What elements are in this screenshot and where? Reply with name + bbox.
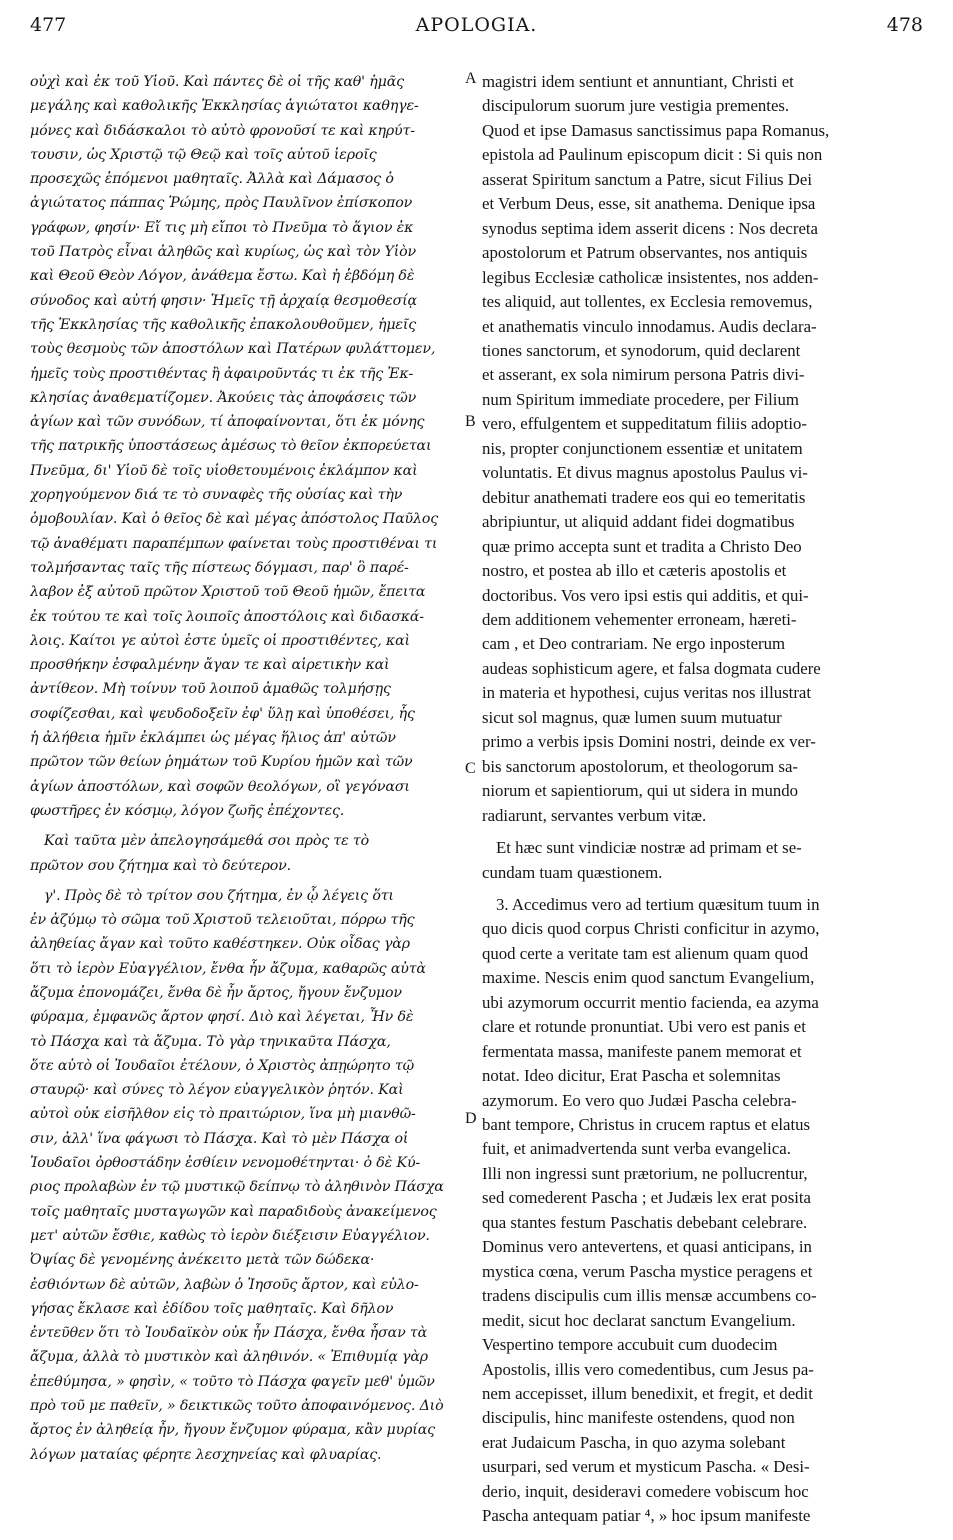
- greek-text-line: ἐν ἀζύμῳ τὸ σῶμα τοῦ Χριστοῦ τελειοῦται, πόρρω τῆς: [30, 912, 415, 929]
- latin-text-line: et anathematis vinculo innodamus. Audis declara-: [482, 316, 817, 336]
- greek-text-column: [30, 70, 460, 1467]
- greek-text-line: πρῶτον σου ζήτημα καὶ τὸ δεύτερον.: [30, 857, 291, 874]
- greek-text-line: οὐχὶ καὶ ἐκ τοῦ Υἱοῦ. Καὶ πάντες δὲ οἱ τῆς καθ' ἡμᾶς: [30, 74, 404, 90]
- latin-text-line: sicut sol magnus, quæ lumen suum mutuatur: [482, 707, 782, 727]
- greek-text-line: λαβον ἐξ αὐτοῦ πρῶτον Χριστοῦ τοῦ Θεοῦ ἡμῶν, ἔπειτα: [30, 584, 426, 601]
- greek-text-line: τολμήσαντας ταῖς τῆς πίστεως δόγμασι, παρ' ὃ παρέ-: [30, 559, 409, 576]
- latin-text-line: erat Judaicum Pascha, in quo azyma solebant: [482, 1432, 786, 1452]
- greek-text-line: Πνεῦμα, δι' Υἱοῦ δὲ τοῖς υἱοθετουμένοις ἐκλάμπον καὶ: [30, 462, 418, 479]
- latin-text-line: Et hæc sunt vindiciæ nostræ ad primam et se-: [496, 838, 802, 858]
- greek-text-line: τῆς Ἐκκλησίας τῆς καθολικῆς ἐπακολουθοῦμεν, ἡμεῖς: [30, 316, 417, 333]
- greek-text-line: ἄζυμα ἐπονομάζει, ἔνθα δὲ ἦν ἄρτος, ἤγουν ἔνζυμον: [30, 984, 402, 1001]
- greek-text-line: ριος προλαβὼν ἐν τῷ μυστικῷ δείπνῳ τὸ ἀληθινὸν Πάσχα: [30, 1179, 444, 1196]
- latin-text-line: 3. Accedimus vero ad tertium quæsitum tuum in: [496, 894, 820, 914]
- greek-text-line: λόγων ματαίας φέρητε λεσχηνείας καὶ φλυαρίας.: [30, 1446, 382, 1463]
- latin-text-line: quod certe a veritate tam est alienum quam quod: [482, 943, 809, 963]
- greek-text-line: ἐντεῦθεν ὅτι τὸ Ἰουδαϊκὸν οὐκ ἦν Πάσχα, ἔνθα ἦσαν τὰ: [30, 1325, 428, 1342]
- latin-text-line: vero, effulgentem et suppeditatum filiis adoptio-: [482, 414, 807, 434]
- greek-text-line: ἁγιώτατος πάππας Ῥώμης, πρὸς Παυλῖνον ἐπίσκοπον: [30, 195, 413, 212]
- latin-text-line: tes aliquid, aut tollentes, ex Ecclesia removemus,: [482, 292, 813, 312]
- latin-text-line: clare et rotunde pronuntiat. Ubi vero est panis et: [482, 1017, 806, 1037]
- latin-text-line: Quod et ipse Damasus sanctissimus papa Romanus,: [482, 120, 830, 140]
- latin-text-line: cundam tuam quæstionem.: [482, 862, 663, 882]
- latin-text-line: cam , et Deo contrariam. Ne ergo inposterum: [482, 634, 786, 654]
- latin-text-line: discipulorum suorum jure vestigia prementes.: [482, 96, 790, 116]
- latin-text-line: nem accepisset, illum benedixit, et fregit, et dedit: [482, 1384, 813, 1404]
- latin-text-line: tradens discipulis cum illis mensæ accumbens co-: [482, 1286, 817, 1306]
- greek-text-line: μεγάλης καὶ καθολικῆς Ἐκκλησίας ἁγιώτατοι καθηγε-: [30, 98, 419, 115]
- greek-text-line: ἡ ἀλήθεια ἡμῖν ἐκλάμπει ὡς μέγας ἥλιος ἀπ' αὐτῶν: [30, 730, 396, 747]
- greek-text-line: γήσας ἔκλασε καὶ ἐδίδου τοῖς μαθηταῖς. Καὶ δῆλον: [30, 1300, 394, 1317]
- greek-text-line: φύραμα, ἐμφανῶς ἄρτον φησί. Διὸ καὶ λέγεται, Ἦν δὲ: [30, 1009, 414, 1026]
- latin-text-line: et Verbum Deus, esse, sit anathema. Denique ipsa: [482, 194, 816, 214]
- latin-text-line: audeas sophisticum agere, et falsa dogmata cudere: [482, 658, 821, 678]
- latin-text-line: Vespertino tempore accubuit cum duodecim: [482, 1335, 778, 1355]
- latin-text-line: asserat Spiritum sanctum a Patre, sicut Filius Dei: [482, 169, 812, 189]
- latin-text-line: discipulis, hinc manifeste ostendens, quod non: [482, 1408, 795, 1428]
- greek-text-line: ἁγίων καὶ τῶν συνόδων, τί ἀποφαίνονται, ὅτι ἐκ μόνης: [30, 414, 425, 431]
- greek-text-line: ἄρτος ἐν ἀληθείᾳ ἦν, ἤγουν ἔνζυμον φύραμα, κἂν μυρίας: [30, 1422, 435, 1439]
- latin-text-line: nostro, et postea ab illo et cæteris apostolis et: [482, 561, 787, 581]
- greek-text-line: ἁγίων ἀποστόλων, καὶ σοφῶν θεολόγων, οἳ γεγόνασι: [30, 778, 410, 795]
- greek-text-line: προσθήκην ἐσφαλμένην ἄγαν τε καὶ αἱρετικὴν καὶ: [30, 657, 390, 674]
- margin-marker-c: C: [465, 760, 476, 777]
- greek-text-line: κλησίας ἀναθεματίζομεν. Ἀκούεις τὰς ἀποφάσεις τῶν: [30, 389, 417, 406]
- greek-text-line: γ'. Πρὸς δὲ τὸ τρίτον σου ζήτημα, ἐν ᾧ λέγεις ὅτι: [44, 887, 394, 904]
- latin-text-line: Pascha antequam patiar ⁴, » hoc ipsum manifeste: [482, 1506, 811, 1526]
- latin-text-line: voluntatis. Et divus magnus apostolus Paulus vi-: [482, 463, 808, 483]
- greek-text-line: ἐσθιόντων δὲ αὐτῶν, λαβὼν ὁ Ἰησοῦς ἄρτον, καὶ εὐλο-: [30, 1276, 419, 1293]
- greek-text-line: πρὸ τοῦ με παθεῖν, » δεικτικῶς τοῦτο ἀποφαινόμενος. Διὸ: [30, 1398, 444, 1415]
- latin-text-line: tiones sanctorum, et synodorum, quid declarent: [482, 340, 801, 360]
- greek-text-line: ὅτι τὸ ἱερὸν Εὐαγγέλιον, ἔνθα ἦν ἄζυμα, καθαρῶς αὐτὰ: [30, 960, 426, 977]
- greek-text-line: τουσιν, ὡς Χριστῷ τῷ Θεῷ καὶ τοῖς αὐτοῦ ἱεροῖς: [30, 146, 377, 163]
- greek-text-line: ἐπεθύμησα, » φησὶν, « τοῦτο τὸ Πάσχα φαγεῖν μεθ' ὑμῶν: [30, 1373, 435, 1390]
- greek-text-line: ὁμοβουλίαν. Καὶ ὁ θεῖος δὲ καὶ μέγας ἀπόστολος Παῦλος: [30, 511, 439, 528]
- latin-text-line: epistola ad Paulinum episcopum dicit : Si quis non: [482, 145, 823, 165]
- latin-text-line: medit, sicut hoc declarat sanctum Evangelium.: [482, 1310, 796, 1330]
- greek-text-line: ἡμεῖς τοὺς προστιθέντας ἢ ἀφαιροῦντάς τι ἐκ τῆς Ἐκ-: [30, 365, 414, 382]
- latin-text-line: notat. Ideo dicitur, Erat Pascha et solemnitas: [482, 1066, 781, 1086]
- greek-text-line: Καὶ ταῦτα μὲν ἀπελογησάμεθά σοι πρὸς τε τὸ: [44, 833, 370, 850]
- latin-text-line: apostolorum et Patrum observantes, nos antiquis: [482, 243, 808, 263]
- latin-text-line: qua stantes festum Paschatis debebant celebrare.: [482, 1212, 808, 1232]
- latin-text-line: bis sanctorum apostolorum, et theologorum sa-: [482, 756, 798, 776]
- greek-text-line: σοφίζεσθαι, καὶ ψευδοδοξεῖν ἐφ' ὕλῃ καὶ ὑποθέσει, ἧς: [30, 705, 415, 722]
- latin-text-column: [482, 70, 924, 1529]
- left-page-number: 477: [30, 14, 67, 36]
- latin-text-line: num Spiritum immediate procedere, per Filium: [482, 389, 799, 409]
- greek-text-line: ἀληθείας ἄγαν καὶ τοῦτο καθέστηκεν. Οὐκ οἶδας γὰρ: [30, 936, 410, 953]
- latin-text-line: Illi non ingressi sunt prætorium, ne pollucrentur,: [482, 1163, 808, 1183]
- greek-text-line: σύνοδος καὶ αὐτή φησιν· Ἡμεῖς τῇ ἀρχαίᾳ θεσμοθεσίᾳ: [30, 292, 417, 309]
- greek-text-line: τὸ Πάσχα καὶ τὰ ἄζυμα. Τὸ γὰρ τηνικαῦτα Πάσχα,: [30, 1033, 391, 1050]
- latin-text-line: debitur anathemati tradere eos qui eo temeritatis: [482, 487, 806, 507]
- greek-text-line: τῆς πατρικῆς ὑποστάσεως ἀμέσως τὸ θεῖον ἐκπορεύεται: [30, 438, 432, 455]
- running-title: APOLOGIA.: [415, 14, 538, 36]
- greek-text-line: χορηγούμενον διά τε τὸ συναφὲς τῆς οὐσίας καὶ τὴν: [30, 487, 403, 504]
- latin-text-line: primo a verbis ipsis Domini nostri, deinde ex ver-: [482, 732, 816, 752]
- latin-text-line: Dominus vero antevertens, et quasi anticipans, in: [482, 1237, 812, 1257]
- latin-text-line: fuit, et animadvertenda sunt verba evangelica.: [482, 1139, 791, 1159]
- latin-text-line: doctoribus. Vos vero ipsi estis qui additis, et qui-: [482, 585, 809, 605]
- latin-text-line: magistri idem sentiunt et annuntiant, Christi et: [482, 72, 794, 91]
- greek-text-line: λοις. Καίτοι γε αὐτοὶ ἐστε ὑμεῖς οἱ προστιθέντες, καὶ: [30, 632, 410, 649]
- margin-marker-d: D: [465, 1110, 477, 1127]
- latin-text-line: dem additionem vehementer erroneam, hæreti-: [482, 609, 797, 629]
- greek-text-line: ἐκ τούτου τε καὶ τοῖς λοιποῖς ἀποστόλοις καὶ διδασκά-: [30, 608, 424, 625]
- greek-text-line: γράφων, φησίν· Εἴ τις μὴ εἴποι τὸ Πνεῦμα τὸ ἅγιον ἐκ: [30, 219, 414, 236]
- latin-text-line: radiarunt, servantes verbum vitæ.: [482, 805, 707, 825]
- latin-text-line: mystica cœna, verum Pascha mystice peragens et: [482, 1261, 813, 1281]
- greek-text-line: τῷ ἀναθέματι παραπέμπων φαίνεται τοὺς προστιθέναι τι: [30, 535, 438, 552]
- latin-text-line: Apostolis, illis vero comedentibus, cum Jesus pa-: [482, 1359, 814, 1379]
- latin-text-line: nis, propter conjunctionem essentiæ et unitatem: [482, 438, 803, 458]
- latin-text-line: synodus septima idem asserit dicens : Nos decreta: [482, 218, 819, 238]
- greek-text-line: πρῶτον τῶν θείων ῥημάτων τοῦ Κυρίου ἡμῶν καὶ τῶν: [30, 754, 413, 771]
- greek-text-line: ἀντίθεον. Μὴ τοίνυν τοῦ λοιποῦ ἀμαθῶς τολμήσῃς: [30, 681, 391, 698]
- latin-text-line: usurpari, sed verum et mysticum Pascha. « Desi-: [482, 1457, 810, 1477]
- margin-marker-a: A: [465, 70, 477, 87]
- greek-text-line: τοῖς μαθηταῖς μυσταγωγῶν καὶ παραδιδοὺς ἀνακείμενος: [30, 1203, 437, 1220]
- latin-text-line: abripiuntur, ut aliquid addant fidei dogmatibus: [482, 512, 795, 532]
- greek-text-line: ὅτε αὐτὸ οἱ Ἰουδαῖοι ἐτέλουν, ὁ Χριστὸς ἀπῃώρητο τῷ: [30, 1057, 415, 1074]
- greek-text-line: σιν, ἀλλ' ἵνα φάγωσι τὸ Πάσχα. Καὶ τὸ μὲν Πάσχα οἱ: [30, 1130, 409, 1147]
- latin-text-line: derio, inquit, desideravi comedere vobiscum hoc: [482, 1481, 809, 1501]
- greek-text-line: Ἰουδαῖοι ὀρθοστάδην ἐσθίειν νενομοθέτηνται· ὁ δὲ Κύ-: [30, 1155, 421, 1172]
- latin-text-line: sed comederent Pascha ; et Judæis lex erat posita: [482, 1188, 812, 1208]
- greek-text-line: τοῦ Πατρὸς εἶναι ἀληθῶς καὶ κυρίως, ὡς καὶ τὸν Υἱὸν: [30, 244, 417, 261]
- greek-text-line: προσεχῶς ἑπόμενοι μαθηταῖς. Ἀλλὰ καὶ Δάμασος ὁ: [30, 171, 394, 188]
- latin-text-line: fermentata massa, manifeste panem memorat et: [482, 1041, 802, 1061]
- latin-text-line: ubi azymorum occurrit mentio facienda, ea azyma: [482, 992, 819, 1012]
- latin-text-line: quo dicis quod corpus Christi conficitur in azymo,: [482, 919, 820, 939]
- latin-text-line: legibus Ecclesiæ catholicæ insistentes, nos adden-: [482, 267, 819, 287]
- latin-text-line: maxime. Nescis enim quod sanctum Evangelium,: [482, 968, 815, 988]
- right-page-number: 478: [886, 14, 923, 36]
- greek-text-line: σταυρῷ· καὶ σύνες τὸ λέγον εὐαγγελικὸν ῥητόν. Καὶ: [30, 1082, 404, 1099]
- greek-text-line: αὐτοὶ οὐκ εἰσῆλθον εἰς τὸ πραιτώριον, ἵνα μὴ μιανθῶ-: [30, 1106, 416, 1123]
- greek-text-line: μετ' αὐτῶν ἔσθιε, καθὼς τὸ ἱερὸν διέξεισιν Εὐαγγέλιον.: [30, 1227, 430, 1244]
- greek-text-line: φωστῆρες ἐν κόσμῳ, λόγον ζωῆς ἐπέχοντες.: [30, 802, 345, 819]
- greek-text-line: Ὀψίας δὲ γενομένης ἀνέκειτο μετὰ τῶν δώδεκα·: [30, 1252, 375, 1269]
- greek-text-line: ἄζυμα, ἀλλὰ τὸ μυστικὸν καὶ ἀληθινόν. « Ἐπιθυμίᾳ γὰρ: [30, 1349, 428, 1366]
- latin-text-line: quæ primo accepta sunt et tradita a Christo Deo: [482, 536, 802, 556]
- greek-text-line: καὶ Θεοῦ Θεὸν Λόγον, ἀνάθεμα ἔστω. Καὶ ἡ ἑβδόμη δὲ: [30, 268, 415, 285]
- latin-text-line: bant tempore, Christus in crucem raptus et elatus: [482, 1115, 811, 1135]
- latin-text-line: et asserant, ex sola nimirum persona Patris divi-: [482, 365, 805, 385]
- margin-marker-b: B: [465, 413, 476, 430]
- latin-text-line: azymorum. Eo vero quo Judæi Pascha celebra-: [482, 1090, 797, 1110]
- latin-text-line: niorum et sapientiorum, qui ut sidera in mundo: [482, 781, 799, 801]
- greek-text-line: μόνες καὶ διδάσκαλοι τὸ αὐτὸ φρονοῦσί τε καὶ κηρύτ-: [30, 122, 415, 139]
- page-header: [30, 14, 923, 48]
- greek-text-line: τοὺς θεσμοὺς τῶν ἀποστόλων καὶ Πατέρων φυλάττομεν,: [30, 341, 436, 358]
- latin-text-line: in materia et hypothesi, cujus veritas nos illustrat: [482, 683, 812, 703]
